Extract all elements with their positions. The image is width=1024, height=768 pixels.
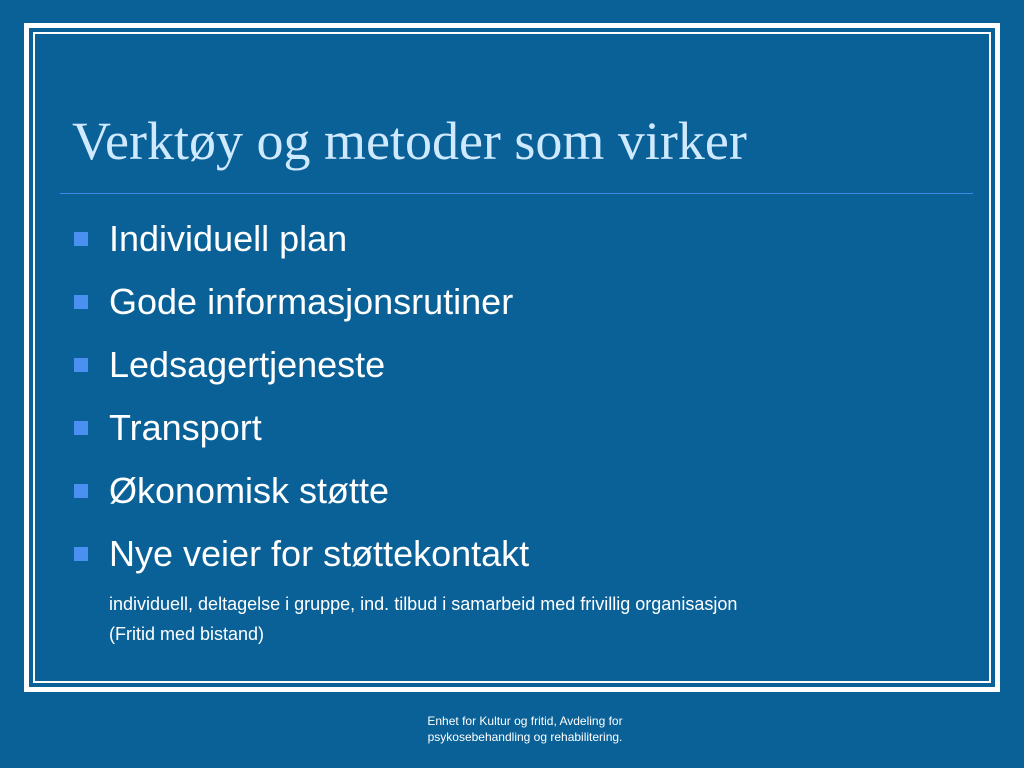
square-bullet-icon — [74, 295, 88, 309]
slide-title: Verktøy og metoder som virker — [72, 111, 747, 171]
sub-detail-line: individuell, deltagelse i gruppe, ind. tilbud i samarbeid med frivillig organisasjon — [109, 594, 738, 614]
footer-line: psykosebehandling og rehabilitering. — [427, 730, 623, 744]
bullet-item-stottekontakt — [72, 529, 529, 592]
square-bullet-icon — [74, 358, 88, 372]
square-bullet-icon — [74, 547, 88, 561]
footer-line: Enhet for Kultur og fritid, Avdeling for — [427, 714, 623, 728]
bullet-text: Ledsagertjeneste — [109, 344, 386, 385]
bullet-text: Transport — [109, 407, 262, 448]
bullet-list — [72, 214, 529, 592]
bullet-item-ledsagertjeneste — [72, 340, 529, 403]
sub-detail-line: (Fritid med bistand) — [109, 624, 265, 644]
bullet-item-transport — [72, 403, 529, 466]
bullet-item-individuell-plan — [72, 214, 529, 277]
square-bullet-icon — [74, 232, 88, 246]
bullet-text: Økonomisk støtte — [109, 470, 390, 511]
bullet-text: Gode informasjonsrutiner — [109, 281, 514, 322]
sub-detail-block — [109, 589, 737, 649]
title-divider — [60, 193, 973, 194]
slide-footer — [390, 713, 660, 745]
bullet-item-okonomisk-stotte — [72, 466, 529, 529]
square-bullet-icon — [74, 484, 88, 498]
bullet-text: Individuell plan — [109, 218, 348, 259]
square-bullet-icon — [74, 421, 88, 435]
bullet-item-informasjonsrutiner — [72, 277, 529, 340]
bullet-text: Nye veier for støttekontakt — [109, 533, 530, 574]
